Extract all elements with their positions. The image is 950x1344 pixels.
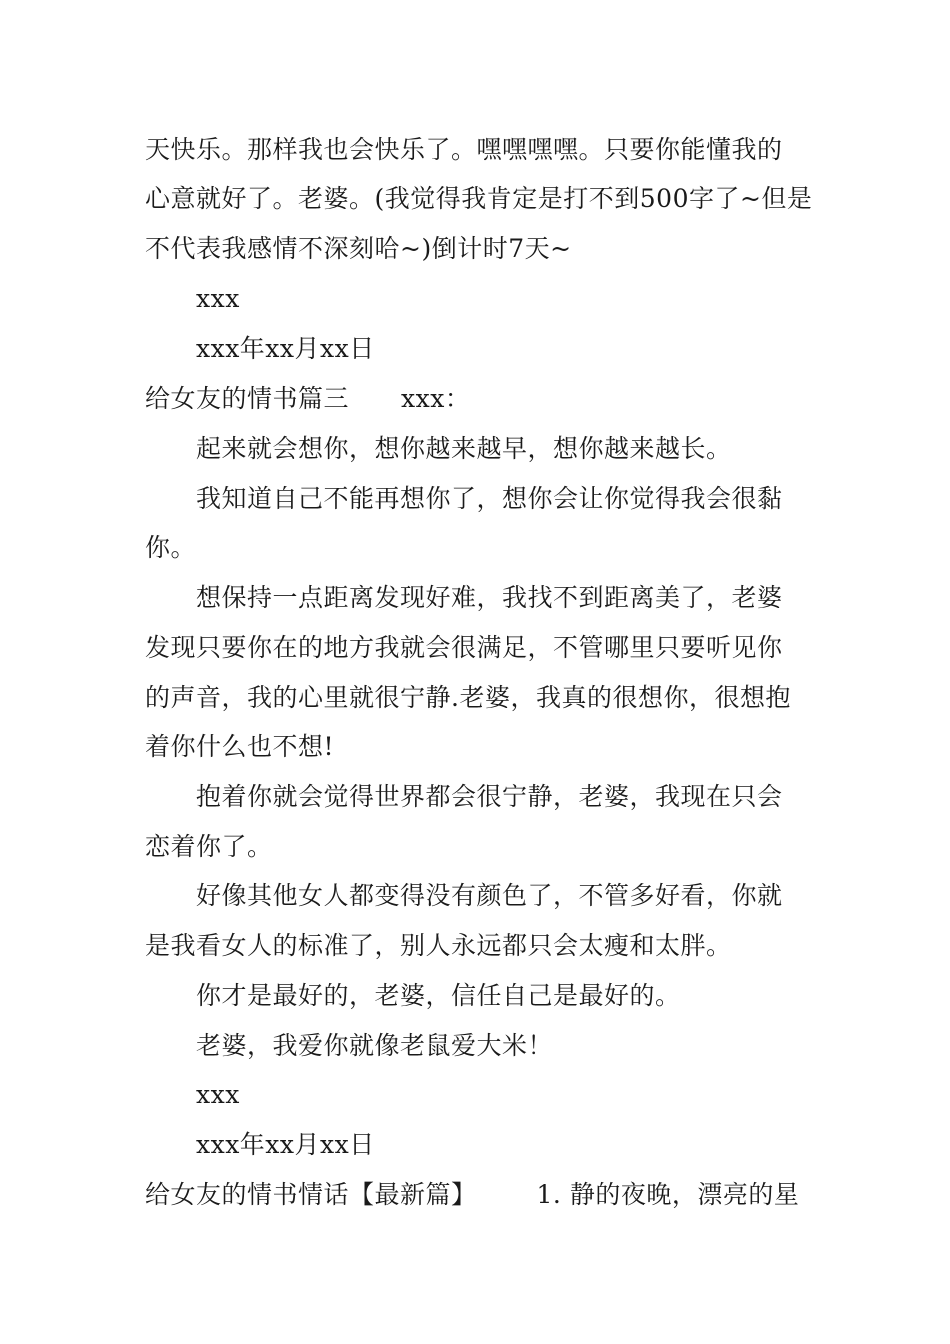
paragraph-line: 不代表我感情不深刻哈~)倒计时7天~ [145,234,572,263]
section-title: 给女友的情书篇三 [145,384,350,413]
paragraph-line: 抱着你就会觉得世界都会很宁静，老婆，我现在只会 [196,782,783,811]
paragraph-line: 着你什么也不想! [145,732,335,761]
paragraph-line: 你才是最好的，老婆，信任自己是最好的。 [196,981,681,1010]
paragraph-line: 好像其他女人都变得没有颜色了，不管多好看，你就 [196,881,783,910]
paragraph-line: 恋着你了。 [145,832,273,861]
signature: xxx [196,284,240,313]
section-heading-row [145,1179,810,1211]
paragraph-line: 起来就会想你，想你越来越早，想你越来越长。 [196,434,732,463]
date-line: xxx年xx月xx日 [196,334,375,363]
section-title: 给女友的情书情话【最新篇】 [145,1180,477,1209]
paragraph-line: 我知道自己不能再想你了，想你会让你觉得我会很黏 [196,484,783,513]
signature: xxx [196,1080,240,1109]
paragraph-line: 想保持一点距离发现好难，我找不到距离美了，老婆 [196,583,783,612]
paragraph-line: 发现只要你在的地方我就会很满足，不管哪里只要听见你 [145,633,783,662]
salutation: xxx： [401,384,471,413]
paragraph-line: 老婆，我爱你就像老鼠爱大米！ [196,1031,554,1060]
paragraph-line: 天快乐。那样我也会快乐了。嘿嘿嘿嘿。只要你能懂我的 [145,135,783,164]
paragraph-line: 的声音，我的心里就很宁静.老婆，我真的很想你，很想抱 [145,683,791,712]
list-item: 1. 静的夜晚，漂亮的星 [536,1180,800,1209]
date-line: xxx年xx月xx日 [196,1130,375,1159]
paragraph-line: 是我看女人的标准了，别人永远都只会太瘦和太胖。 [145,931,732,960]
paragraph-line: 你。 [145,533,197,562]
paragraph-line: 心意就好了。老婆。(我觉得我肯定是打不到500字了~但是 [145,184,813,213]
section-heading-row [145,383,810,415]
